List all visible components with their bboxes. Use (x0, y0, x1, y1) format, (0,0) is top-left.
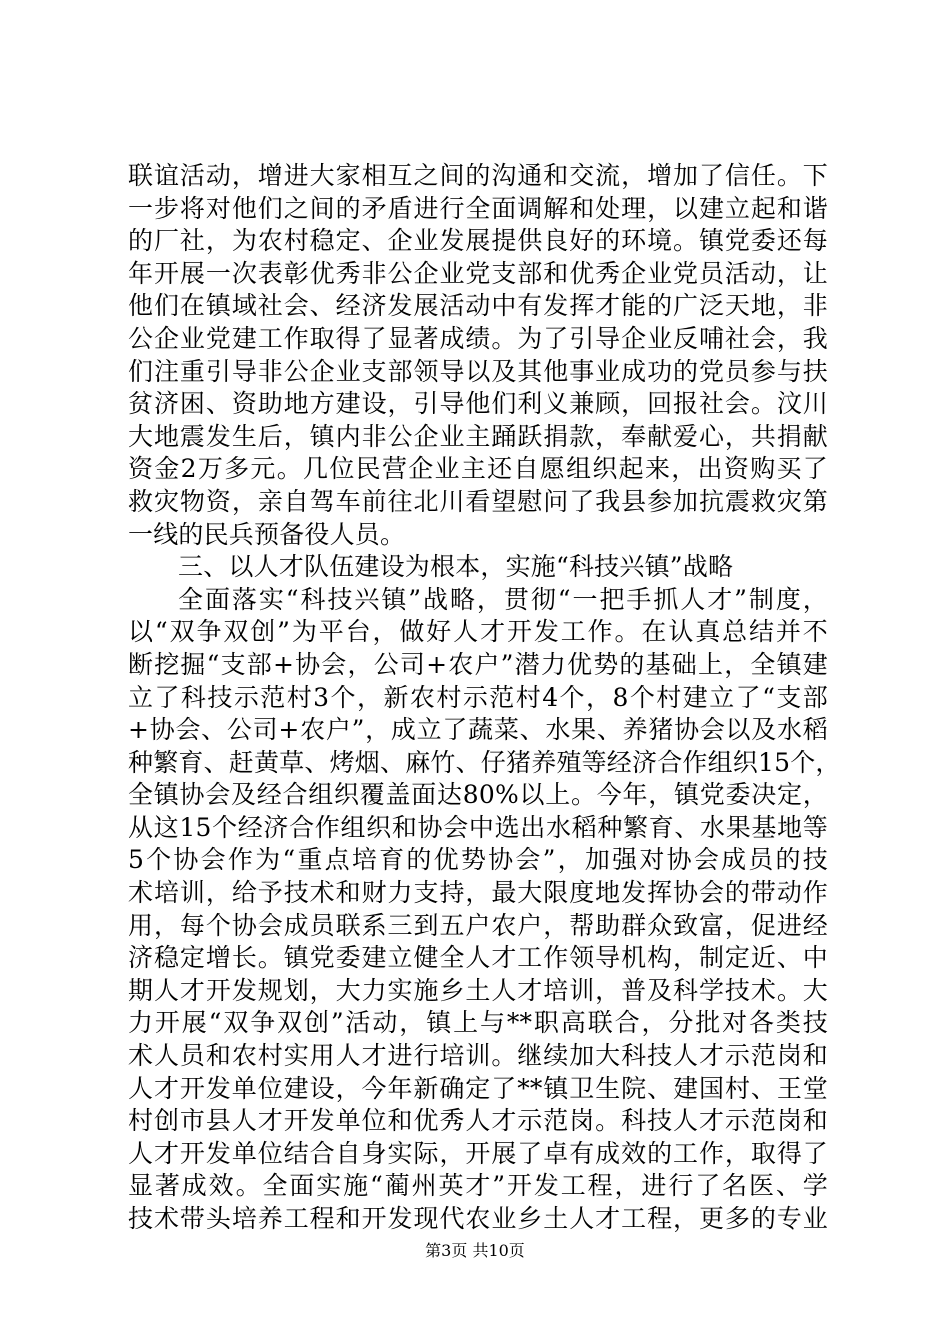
text-line: 的厂社，为农村稳定、企业发展提供良好的环境。镇党委还每 (128, 226, 828, 256)
text-line: 从这15个经济合作组织和协会中选出水稻种繁育、水果基地等 (128, 812, 828, 842)
text-line: 用，每个协会成员联系三到五户农户，帮助群众致富，促进经 (128, 910, 828, 940)
text-line: 村创市县人才开发单位和优秀人才示范岗。科技人才示范岗和 (128, 1106, 828, 1136)
text-line: 术人员和农村实用人才进行培训。继续加大科技人才示范岗和 (128, 1041, 828, 1071)
text-line: 全面落实“科技兴镇”战略，贯彻“一把手抓人才”制度， (178, 584, 828, 614)
text-line: 资金2万多元。几位民营企业主还自愿组织起来，出资购买了 (128, 454, 828, 484)
text-line: 力开展“双争双创”活动，镇上与**职高联合，分批对各类技 (128, 1008, 828, 1038)
text-line: 大地震发生后，镇内非公企业主踊跃捐款，奉献爱心，共捐献 (128, 421, 828, 451)
text-line: 济稳定增长。镇党委建立健全人才工作领导机构，制定近、中 (128, 943, 828, 973)
text-line: 种繁育、赶黄草、烤烟、麻竹、仔猪养殖等经济合作组织15个， (128, 747, 841, 777)
text-line: 显著成效。全面实施“蔺州英才”开发工程，进行了名医、学 (128, 1171, 828, 1201)
text-line: 联谊活动，增进大家相互之间的沟通和交流，增加了信任。下 (128, 161, 828, 190)
text-line: 以“双争双创”为平台，做好人才开发工作。在认真总结并不 (128, 617, 828, 647)
text-line: 术培训，给予技术和财力支持，最大限度地发挥协会的带动作 (128, 878, 828, 908)
page-number-footer: 第3页 共10页 (425, 1241, 525, 1260)
text-line: 人才开发单位建设，今年新确定了**镇卫生院、建国村、王堂 (128, 1073, 828, 1103)
text-line: 期人才开发规划，大力实施乡土人才培训，普及科学技术。大 (128, 975, 828, 1005)
text-line: 他们在镇域社会、经济发展活动中有发挥才能的广泛天地，非 (128, 291, 828, 321)
text-line: +协会、公司+农户”，成立了蔬菜、水果、养猪协会以及水稻 (128, 715, 828, 745)
text-line: 公企业党建工作取得了显著成绩。为了引导企业反哺社会，我 (128, 323, 828, 353)
text-line: 一步将对他们之间的矛盾进行全面调解和处理，以建立起和谐 (128, 193, 828, 223)
text-line: 贫济困、资助地方建设，引导他们利义兼顾，回报社会。汶川 (128, 389, 828, 419)
text-line: 断挖掘“支部+协会，公司+农户”潜力优势的基础上，全镇建 (128, 649, 828, 679)
text-line: 5个协会作为“重点培育的优势协会”，加强对协会成员的技 (128, 845, 828, 875)
text-line: 年开展一次表彰优秀非公企业党支部和优秀企业党员活动，让 (128, 258, 828, 288)
text-line: 全镇协会及经合组织覆盖面达80%以上。今年，镇党委决定， (128, 780, 828, 810)
text-line: 技术带头培养工程和开发现代农业乡土人才工程，更多的专业 (128, 1204, 828, 1233)
document-body (128, 160, 841, 1236)
text-line: 们注重引导非公企业支部领导以及其他事业成功的党员参与扶 (128, 356, 828, 386)
text-line: 救灾物资，亲自驾车前往北川看望慰问了我县参加抗震救灾第 (128, 486, 828, 516)
text-line: 人才开发单位结合自身实际，开展了卓有成效的工作，取得了 (128, 1138, 828, 1168)
text-line: 立了科技示范村3个，新农村示范村4个，8个村建立了“支部 (128, 682, 828, 712)
section-heading: 三、以人才队伍建设为根本，实施“科技兴镇”战略 (178, 552, 734, 582)
text-line: 一线的民兵预备役人员。 (128, 519, 406, 549)
